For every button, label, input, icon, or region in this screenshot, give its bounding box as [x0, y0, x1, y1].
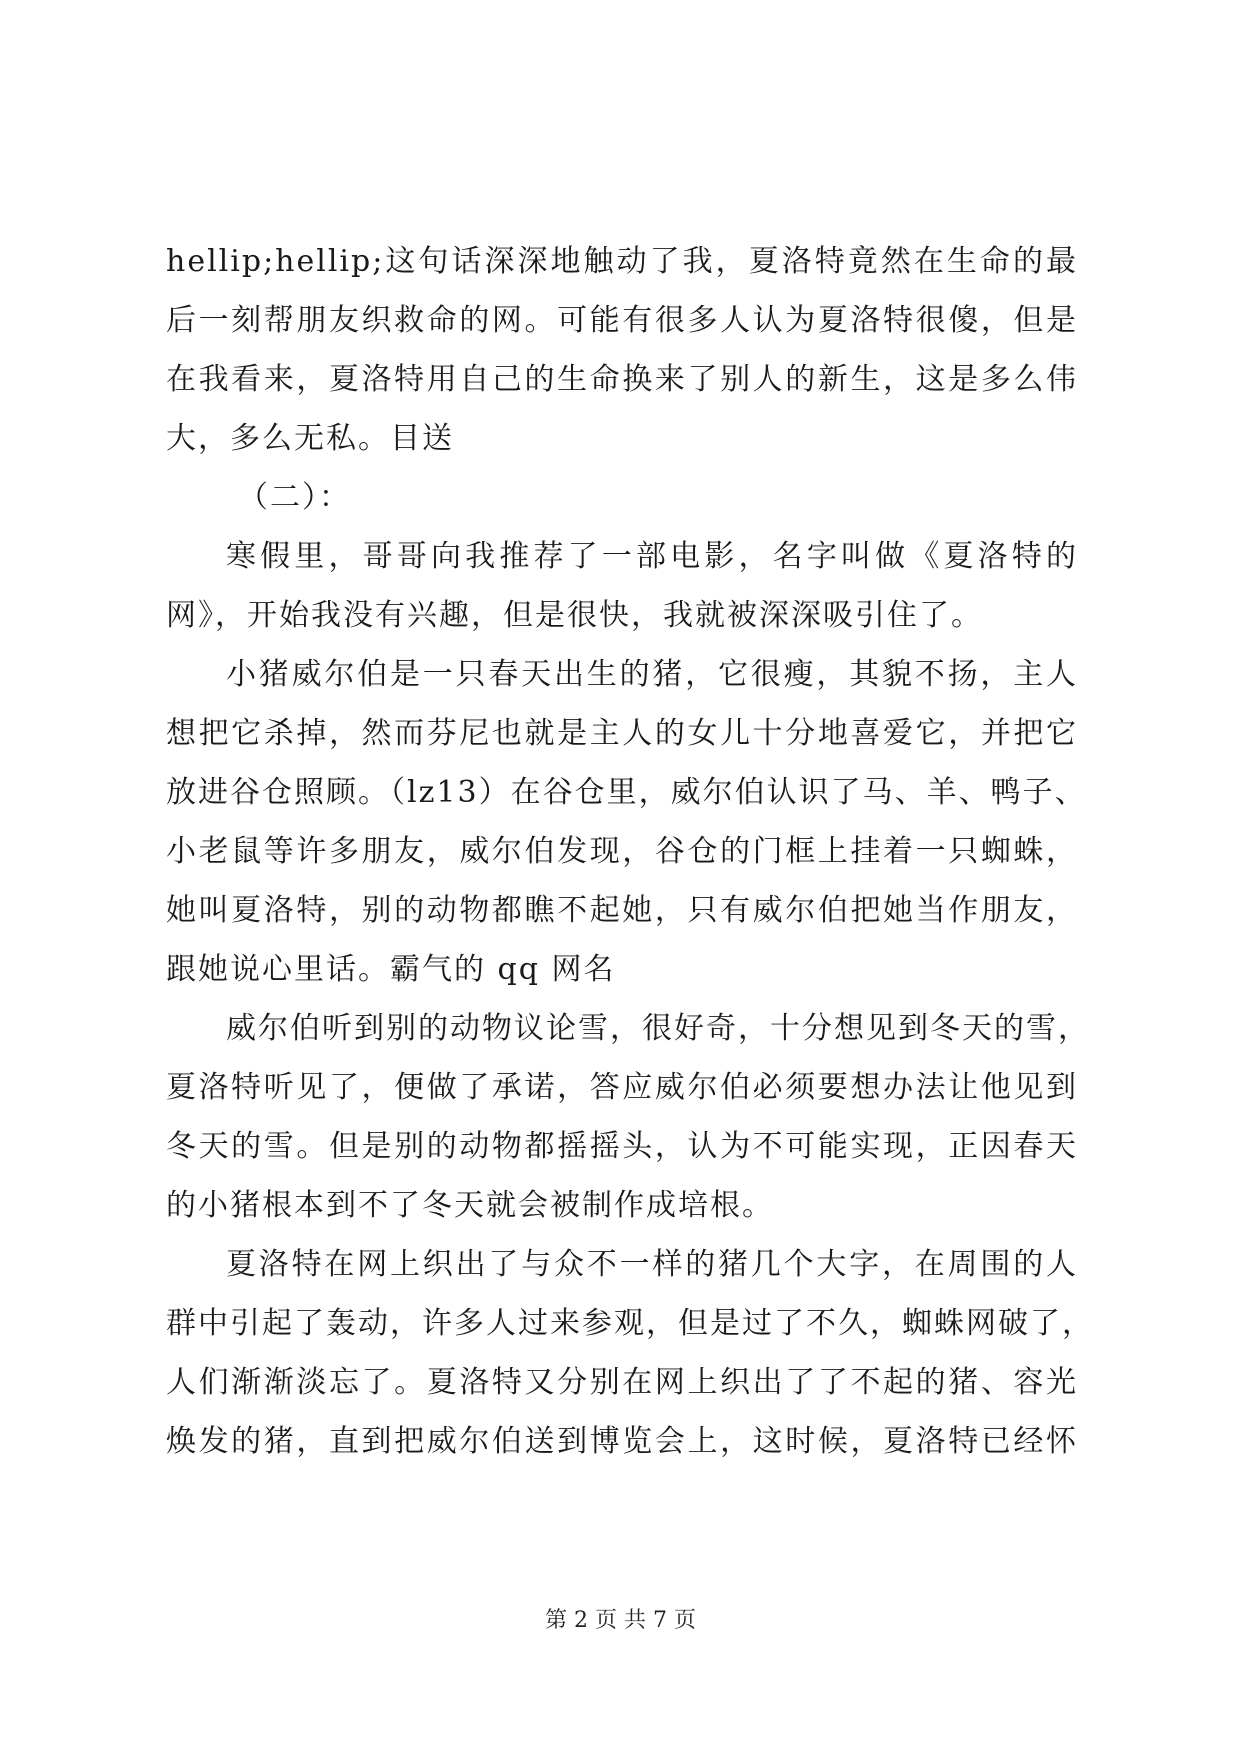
text-line: 人们渐渐淡忘了。夏洛特又分别在网上织出了了不起的猪、容光 [166, 1365, 1078, 1400]
text-line: 放进谷仓照顾。（lz13）在谷仓里，威尔伯认识了马、羊、鸭子、 [166, 775, 1087, 810]
body-text [166, 232, 1094, 1471]
text-line: 后一刻帮朋友织救命的网。可能有很多人认为夏洛特很傻，但是 [166, 303, 1078, 338]
text-line: 威尔伯听到别的动物议论雪，很好奇，十分想见到冬天的雪， [226, 1011, 1090, 1046]
text-line: 冬天的雪。但是别的动物都摇摇头，认为不可能实现，正因春天 [166, 1129, 1078, 1164]
text-line: 寒假里，哥哥向我推荐了一部电影，名字叫做《夏洛特的 [226, 539, 1078, 574]
text-line: 小老鼠等许多朋友，威尔伯发现，谷仓的门框上挂着一只蜘蛛， [166, 834, 1078, 869]
text-line: 夏洛特在网上织出了与众不一样的猪几个大字，在周围的人 [226, 1247, 1078, 1282]
text-line: 群中引起了轰动，许多人过来参观，但是过了不久，蜘蛛网破了， [166, 1306, 1094, 1341]
page-footer [0, 1606, 1241, 1636]
text-line: 网》，开始我没有兴趣，但是很快，我就被深深吸引住了。 [166, 598, 983, 633]
text-line: 在我看来，夏洛特用自己的生命换来了别人的新生，这是多么伟 [166, 362, 1078, 397]
text-line: 焕发的猪，直到把威尔伯送到博览会上，这时候，夏洛特已经怀 [166, 1424, 1078, 1459]
text-line: 大，多么无私。目送 [166, 421, 454, 456]
text-line: 她叫夏洛特，别的动物都瞧不起她，只有威尔伯把她当作朋友， [166, 893, 1078, 928]
text-line: 小猪威尔伯是一只春天出生的猪，它很瘦，其貌不扬，主人 [226, 657, 1078, 692]
text-line: 的小猪根本到不了冬天就会被制作成培根。 [166, 1188, 774, 1223]
text-line: hellip;hellip;这句话深深地触动了我，夏洛特竟然在生命的最 [166, 244, 1078, 279]
section-heading: （二）： [238, 480, 351, 515]
page-number: 第 2 页 共 7 页 [545, 1608, 696, 1633]
text-line: 跟她说心里话。霸气的 qq 网名 [166, 952, 616, 987]
text-line: 想把它杀掉，然而芬尼也就是主人的女儿十分地喜爱它，并把它 [166, 716, 1078, 751]
text-line: 夏洛特听见了，便做了承诺，答应威尔伯必须要想办法让他见到 [166, 1070, 1078, 1105]
